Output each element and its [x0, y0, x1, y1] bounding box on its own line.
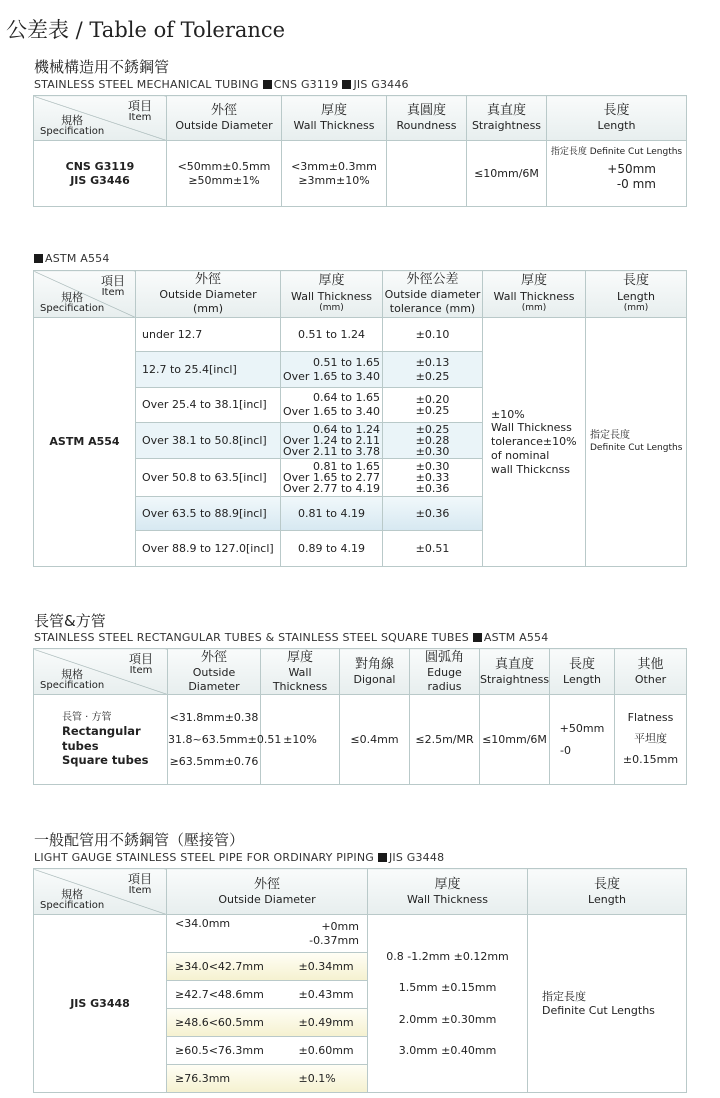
header-length: 長度 Length: [528, 869, 687, 915]
section3-title-en: STAINLESS STEEL RECTANGULAR TUBES & STAINLESS STEEL SQUARE TUBES ASTM A554: [34, 631, 549, 644]
header-wall-thickness: 厚度 Wall Thickness (mm): [281, 271, 383, 318]
header-item-spec-cell: 項目 Item 規格 Specification: [34, 271, 136, 318]
od-tolerance-cell: ±0.60mm: [295, 1037, 368, 1065]
header-length: 長度 Length: [550, 649, 615, 695]
od-range-cell: ≥42.7<48.6mm: [167, 981, 295, 1009]
length-cell: 指定長度 Definite Cut Lengths: [528, 915, 687, 1093]
header-od-tolerance: 外徑公差 Outside diameter tolerance (mm): [383, 271, 483, 318]
section1-std1: CNS G3119: [273, 78, 339, 91]
od-range-cell: ≥34.0<42.7mm: [167, 953, 295, 981]
section1-title-zh: 機械構造用不銹鋼管: [34, 58, 170, 76]
od-range-cell: 12.7 to 25.4[incl]: [136, 352, 281, 388]
od-tolerance-cell: ±0.34mm: [295, 953, 368, 981]
header-diagonal: 對角線 Digonal: [340, 649, 410, 695]
tubing-tolerance-table: [33, 95, 687, 207]
od-range-cell: ≥76.3mm: [167, 1065, 295, 1093]
header-wall-thickness: 厚度 Wall Thickness: [261, 649, 340, 695]
header-wall-thickness: 厚度 Wall Thickness: [368, 869, 528, 915]
section2-title-en: ASTM A554: [34, 252, 110, 265]
other-value-cell: Flatness 平坦度 ±0.15mm: [615, 695, 687, 785]
header-spec-zh: 規格: [61, 113, 84, 127]
header-straightness: 真直度 Straightness: [480, 649, 550, 695]
square-bullet-icon: [378, 853, 387, 862]
tolerance-cell: ±0.25 ±0.28 ±0.30: [383, 423, 483, 459]
section3-title-zh: 長管&方管: [34, 612, 106, 630]
header-roundness: 真圓度 Roundness: [387, 96, 467, 141]
header-outside-diameter: 外徑 Outside Diameter: [167, 96, 282, 141]
section4-title-en: LIGHT GAUGE STAINLESS STEEL PIPE FOR ORDINARY PIPING JIS G3448: [34, 851, 445, 864]
wt-range-cell: 0.64 to 1.24 Over 1.24 to 2.11 Over 2.11 to 3.78: [281, 423, 383, 459]
header-item-spec-cell: 項目 Item 規格 Specification: [34, 869, 167, 915]
header-wall-thickness: 厚度 Wall Thickness: [282, 96, 387, 141]
wt-range-cell: 0.51 to 1.65 Over 1.65 to 3.40: [281, 352, 383, 388]
header-spec-en: Specification: [40, 125, 105, 137]
straightness-value-cell: ≤10mm/6M: [467, 141, 547, 207]
length-value-cell: 指定長度 Definite Cut Lengths +50mm -0 mm: [547, 141, 687, 207]
od-tolerance-cell: ±0.43mm: [295, 981, 368, 1009]
od-value-cell: <50mm±0.5mm ≥50mm±1%: [167, 141, 282, 207]
header-outside-diameter: 外徑 Outside Diameter: [168, 649, 261, 695]
od-range-cell: Over 88.9 to 127.0[incl]: [136, 531, 281, 567]
section1-title-en: [34, 78, 409, 91]
header-length: 長度 Length: [547, 96, 687, 141]
rectangular-tubes-table: [33, 648, 687, 785]
spec-cell: CNS G3119 JIS G3446: [34, 141, 167, 207]
od-range-cell: ≥60.5<76.3mm: [167, 1037, 295, 1065]
square-bullet-icon: [34, 254, 43, 263]
edge-radius-value-cell: ≤2.5m/MR: [410, 695, 480, 785]
wt-range-cell: 0.51 to 1.24: [281, 318, 383, 352]
header-straightness: 真直度 Straightness: [467, 96, 547, 141]
header-item-zh: 項目: [127, 99, 152, 113]
wt-value-cell: <3mm±0.3mm ≥3mm±10%: [282, 141, 387, 207]
astm-a554-table: [33, 270, 687, 567]
od-tolerance-cell: ±0.49mm: [295, 1009, 368, 1037]
od-value-cell: <31.8mm±0.38 31.8~63.5mm±0.51 ≥63.5mm±0.76: [168, 695, 261, 785]
header-length: 長度 Length (mm): [586, 271, 687, 318]
od-range-cell: Over 63.5 to 88.9[incl]: [136, 497, 281, 531]
od-tolerance-cell: +0mm -0.37mm: [295, 915, 368, 953]
spec-cell: JIS G3448: [34, 915, 167, 1093]
straightness-value-cell: ≤10mm/6M: [480, 695, 550, 785]
tolerance-cell: ±0.36: [383, 497, 483, 531]
length-value-cell: +50mm -0: [550, 695, 615, 785]
tolerance-cell: ±0.13 ±0.25: [383, 352, 483, 388]
square-bullet-icon: [473, 633, 482, 642]
spec-cell: ASTM A554: [34, 318, 136, 567]
header-item-spec-cell: 項目 Item 規格 Specification: [34, 649, 168, 695]
square-bullet-icon: [342, 80, 351, 89]
header-item-spec-cell: [34, 96, 167, 141]
wt-range-cell: 0.64 to 1.65 Over 1.65 to 3.40: [281, 388, 383, 423]
wt-range-cell: 0.81 to 1.65 Over 1.65 to 2.77 Over 2.77 to 4.19: [281, 459, 383, 497]
section1-std2: JIS G3446: [353, 78, 409, 91]
header-other: 其他 Other: [615, 649, 687, 695]
spec-cell: 長管 · 方管 Rectangular tubes Square tubes: [34, 695, 168, 785]
tolerance-cell: ±0.10: [383, 318, 483, 352]
header-wall-thickness: 厚度 Wall Thickness (mm): [483, 271, 586, 318]
tolerance-cell: ±0.51: [383, 531, 483, 567]
section1-title-en-text: STAINLESS STEEL MECHANICAL TUBING: [34, 78, 259, 91]
header-outside-diameter: 外徑 Outside Diameter (mm): [136, 271, 281, 318]
section4-title-zh: 一般配管用不銹鋼管（壓接管）: [34, 831, 245, 849]
wall-tolerance-note: ±10% Wall Thickness tolerance±10% of nominal wall Thickcnss: [483, 318, 586, 567]
wall-thickness-cell: 0.8 -1.2mm ±0.12mm 1.5mm ±0.15mm 2.0mm ±0.30mm 3.0mm ±0.40mm: [368, 915, 528, 1093]
od-tolerance-cell: ±0.1%: [295, 1065, 368, 1093]
header-outside-diameter: 外徑 Outside Diameter: [167, 869, 368, 915]
wt-range-cell: 0.89 to 4.19: [281, 531, 383, 567]
od-range-cell: Over 25.4 to 38.1[incl]: [136, 388, 281, 423]
od-range-cell: ≥48.6<60.5mm: [167, 1009, 295, 1037]
diagonal-value-cell: ≤0.4mm: [340, 695, 410, 785]
od-range-cell: under 12.7: [136, 318, 281, 352]
tolerance-cell: ±0.20 ±0.25: [383, 388, 483, 423]
header-item-en: Item: [128, 111, 152, 123]
wt-range-cell: 0.81 to 4.19: [281, 497, 383, 531]
od-range-cell: Over 50.8 to 63.5[incl]: [136, 459, 281, 497]
wt-value-cell: ±10%: [261, 695, 340, 785]
roundness-value-cell: [387, 141, 467, 207]
length-note: 指定長度 Definite Cut Lengths: [586, 318, 687, 567]
header-edge-radius: 圓弧角 Eduge radius: [410, 649, 480, 695]
tolerance-cell: ±0.30 ±0.33 ±0.36: [383, 459, 483, 497]
page-title: 公差表 / Table of Tolerance: [6, 18, 286, 42]
od-range-cell: Over 38.1 to 50.8[incl]: [136, 423, 281, 459]
light-gauge-pipe-table: [33, 868, 687, 1093]
square-bullet-icon: [263, 80, 272, 89]
od-range-cell: <34.0mm: [167, 915, 295, 953]
